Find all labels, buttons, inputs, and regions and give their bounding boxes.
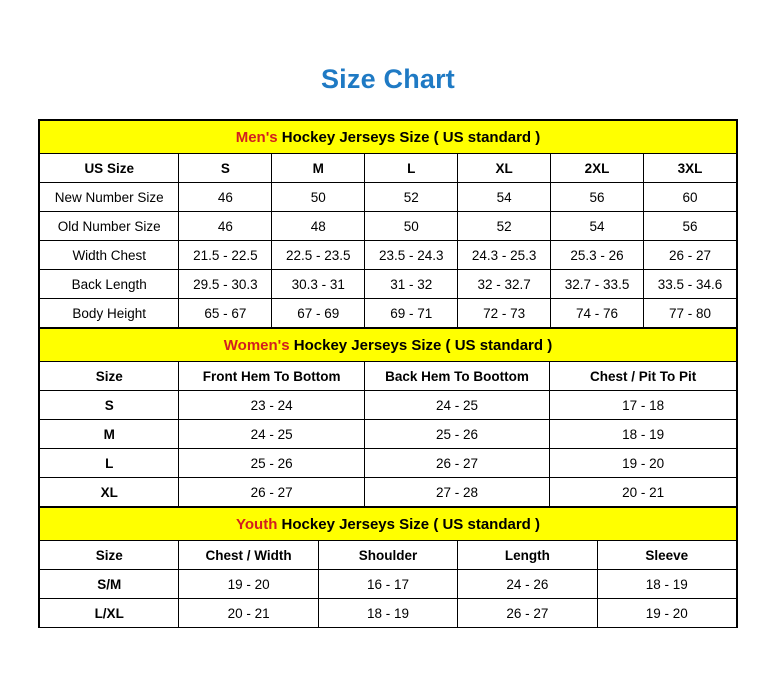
table-row — [40, 299, 737, 328]
table-row — [40, 241, 737, 270]
table-cell: 20 - 21 — [550, 478, 737, 507]
table-cell: 26 - 27 — [364, 449, 549, 478]
youth-header-cell: Chest / Width — [179, 541, 318, 570]
table-cell: 22.5 - 23.5 — [272, 241, 365, 270]
table-cell: 52 — [458, 212, 551, 241]
table-cell: 18 - 19 — [597, 570, 736, 599]
table-cell: 24 - 25 — [179, 420, 364, 449]
row-label: XL — [40, 478, 179, 507]
table-cell: 32 - 32.7 — [458, 270, 551, 299]
youth-header-cell: Length — [458, 541, 597, 570]
row-label: L — [40, 449, 179, 478]
womens-header-cell: Chest / Pit To Pit — [550, 362, 737, 391]
mens-header-row — [40, 154, 737, 183]
table-cell: 67 - 69 — [272, 299, 365, 328]
womens-header-row — [40, 362, 737, 391]
table-cell: 46 — [179, 212, 272, 241]
table-cell: 54 — [551, 212, 644, 241]
table-row — [40, 449, 737, 478]
youth-banner-cell — [40, 508, 737, 541]
table-cell: 21.5 - 22.5 — [179, 241, 272, 270]
youth-header-cell: Sleeve — [597, 541, 736, 570]
table-cell: 31 - 32 — [365, 270, 458, 299]
table-cell: 25 - 26 — [179, 449, 364, 478]
youth-size-table — [39, 507, 737, 628]
mens-banner-row — [40, 121, 737, 154]
table-cell: 19 - 20 — [179, 570, 318, 599]
table-cell: 33.5 - 34.6 — [644, 270, 737, 299]
mens-header-cell: US Size — [40, 154, 179, 183]
row-label: Old Number Size — [40, 212, 179, 241]
row-label: S — [40, 391, 179, 420]
womens-header-cell: Back Hem To Boottom — [364, 362, 549, 391]
table-cell: 27 - 28 — [364, 478, 549, 507]
table-row — [40, 212, 737, 241]
table-cell: 46 — [179, 183, 272, 212]
row-label: S/M — [40, 570, 179, 599]
mens-header-cell: XL — [458, 154, 551, 183]
table-cell: 20 - 21 — [179, 599, 318, 628]
table-cell: 25.3 - 26 — [551, 241, 644, 270]
table-row — [40, 270, 737, 299]
table-cell: 52 — [365, 183, 458, 212]
womens-banner-accent: Women's — [223, 336, 290, 354]
table-cell: 56 — [551, 183, 644, 212]
table-cell: 48 — [272, 212, 365, 241]
womens-header-cell: Size — [40, 362, 179, 391]
table-cell: 65 - 67 — [179, 299, 272, 328]
mens-header-cell: M — [272, 154, 365, 183]
mens-size-table — [39, 120, 737, 328]
mens-header-cell: 2XL — [551, 154, 644, 183]
youth-header-row — [40, 541, 737, 570]
table-cell: 60 — [644, 183, 737, 212]
table-cell: 18 - 19 — [318, 599, 457, 628]
womens-banner-rest: Hockey Jerseys Size ( US standard ) — [289, 336, 553, 354]
table-cell: 23.5 - 24.3 — [365, 241, 458, 270]
table-cell: 26 - 27 — [644, 241, 737, 270]
table-cell: 17 - 18 — [550, 391, 737, 420]
table-cell: 54 — [458, 183, 551, 212]
row-label: Width Chest — [40, 241, 179, 270]
table-row — [40, 478, 737, 507]
youth-header-cell: Size — [40, 541, 179, 570]
womens-header-cell: Front Hem To Bottom — [179, 362, 364, 391]
table-row — [40, 183, 737, 212]
youth-banner-row — [40, 508, 737, 541]
row-label: Back Length — [40, 270, 179, 299]
mens-banner-cell — [40, 121, 737, 154]
table-cell: 24 - 25 — [364, 391, 549, 420]
table-cell: 25 - 26 — [364, 420, 549, 449]
womens-size-table — [39, 328, 737, 507]
row-label: L/XL — [40, 599, 179, 628]
mens-header-cell: S — [179, 154, 272, 183]
page-title: Size Chart — [320, 64, 456, 94]
table-cell: 77 - 80 — [644, 299, 737, 328]
table-cell: 16 - 17 — [318, 570, 457, 599]
youth-banner-accent: Youth — [236, 515, 278, 533]
womens-banner-cell — [40, 329, 737, 362]
mens-banner-rest: Hockey Jerseys Size ( US standard ) — [277, 128, 541, 146]
table-cell: 74 - 76 — [551, 299, 644, 328]
table-cell: 26 - 27 — [458, 599, 597, 628]
table-row — [40, 599, 737, 628]
row-label: M — [40, 420, 179, 449]
mens-banner-accent: Men's — [235, 128, 278, 146]
table-cell: 32.7 - 33.5 — [551, 270, 644, 299]
table-cell: 26 - 27 — [179, 478, 364, 507]
row-label: New Number Size — [40, 183, 179, 212]
mens-header-cell: 3XL — [644, 154, 737, 183]
table-cell: 56 — [644, 212, 737, 241]
youth-header-cell: Shoulder — [318, 541, 457, 570]
table-cell: 50 — [272, 183, 365, 212]
table-cell: 29.5 - 30.3 — [179, 270, 272, 299]
table-cell: 19 - 20 — [550, 449, 737, 478]
mens-header-cell: L — [365, 154, 458, 183]
table-cell: 24.3 - 25.3 — [458, 241, 551, 270]
table-row — [40, 391, 737, 420]
table-row — [40, 420, 737, 449]
row-label: Body Height — [40, 299, 179, 328]
table-row — [40, 570, 737, 599]
table-cell: 50 — [365, 212, 458, 241]
table-cell: 30.3 - 31 — [272, 270, 365, 299]
table-cell: 23 - 24 — [179, 391, 364, 420]
table-cell: 69 - 71 — [365, 299, 458, 328]
youth-banner-rest: Hockey Jerseys Size ( US standard ) — [277, 515, 540, 533]
size-tables — [38, 119, 738, 628]
table-cell: 72 - 73 — [458, 299, 551, 328]
table-cell: 24 - 26 — [458, 570, 597, 599]
table-cell: 19 - 20 — [597, 599, 736, 628]
womens-banner-row — [40, 329, 737, 362]
table-cell: 18 - 19 — [550, 420, 737, 449]
